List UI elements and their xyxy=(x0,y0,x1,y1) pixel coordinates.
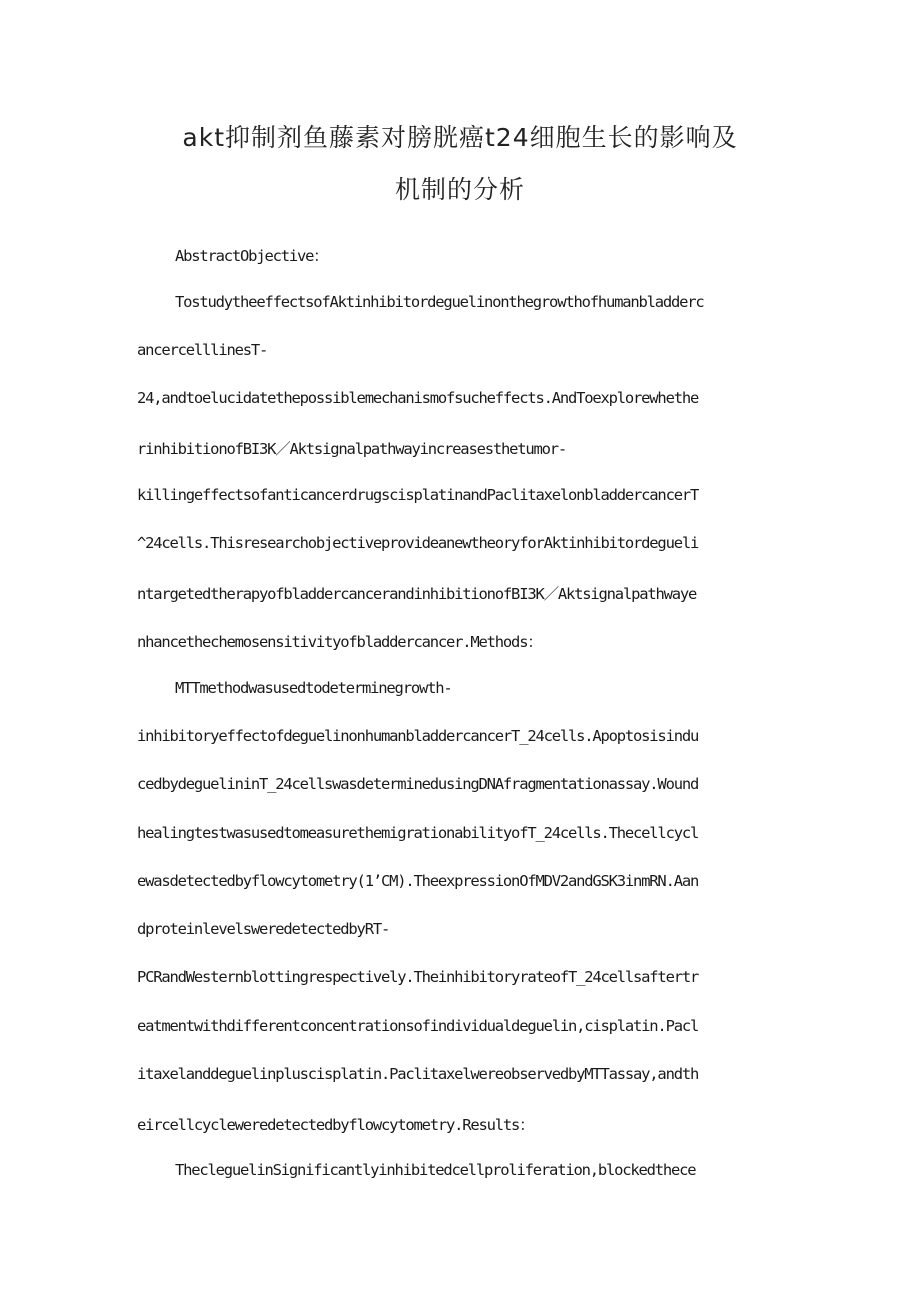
document-title-line-2: 机制的分析 xyxy=(394,175,525,204)
body-line: PCRandWesternblottingrespectively.TheinhibitoryrateofT_24cellsaftertr xyxy=(137,968,699,986)
body-line: healingtestwasusedtomeasurethemigrationabilityofT_24cells.Thecellcycl xyxy=(137,824,699,842)
body-line: TostudytheeffectsofAktinhibitordeguelinonthegrowthofhumanbladderc xyxy=(175,293,704,311)
body-line: rinhibitionofBI3K／Aktsignalpathwayincreasesthetumor- xyxy=(137,440,567,458)
document-title-line-1: akt抑制剂鱼藤素对膀胱癌t24细胞生长的影响及 xyxy=(182,123,738,152)
body-line: eatmentwithdifferentconcentrationsofindividualdeguelin,cisplatin.Pacl xyxy=(137,1017,699,1035)
abstract-objective-heading: AbstractObjective： xyxy=(175,247,328,265)
body-line: MTTmethodwasusedtodeterminegrowth- xyxy=(175,679,452,697)
body-line: inhibitoryeffectofdeguelinonhumanbladdercancerT_24cells.Apoptosisindu xyxy=(137,727,699,745)
body-line: itaxelanddeguelinpluscisplatin.PaclitaxelwereobservedbyMTTassay,andth xyxy=(137,1065,699,1083)
body-line: ^24cells.ThisresearchobjectiveprovideanewtheoryforAktinhibitordegueli xyxy=(137,534,699,552)
body-line: ancercelllinesT- xyxy=(137,341,268,359)
body-line: killingeffectsofanticancerdrugscisplatinandPaclitaxelonbladdercancerT xyxy=(137,486,699,504)
body-line: dproteinlevelsweredetectedbyRT- xyxy=(137,920,390,938)
body-line: cedbydeguelininT_24cellswasdeterminedusingDNAfragmentationassay.Wound xyxy=(137,775,699,793)
body-line: ThecleguelinSignificantlyinhibitedcellproliferation,blockedthece xyxy=(175,1161,696,1179)
body-line: 24,andtoelucidatethepossiblemechanismofsucheffects.AndToexplorewhethe xyxy=(137,389,699,407)
body-line: ntargetedtherapyofbladdercancerandinhibitionofBI3K／Aktsignalpathwaye xyxy=(137,585,697,603)
body-line: ewasdetectedbyflowcytometry(1’CM).TheexpressionOfMDV2andGSK3inmRN.Aan xyxy=(137,872,699,890)
body-line-results: eircellcycleweredetectedbyflowcytometry.Results： xyxy=(137,1116,534,1134)
body-line-methods: nhancethechemosensitivityofbladdercancer.Methods： xyxy=(137,633,542,651)
